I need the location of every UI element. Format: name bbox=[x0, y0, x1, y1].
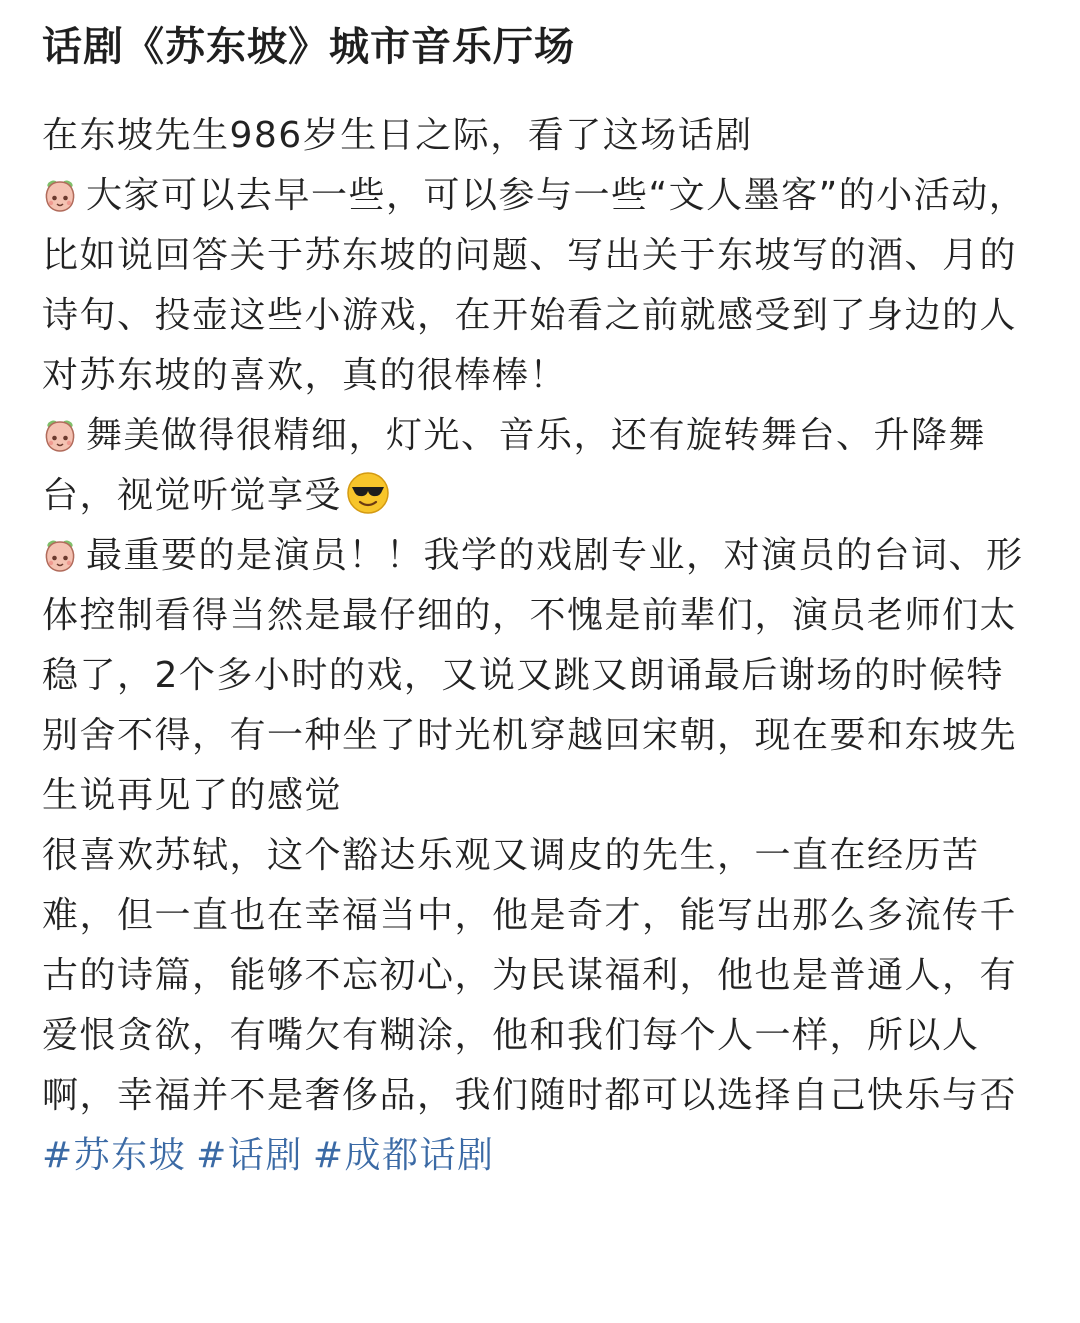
paragraph-4-text: 最重要的是演员！！我学的戏剧专业，对演员的台词、形体控制看得当然是最仔细的，不愧是前辈们，演员老师们太稳了，2个多小时的戏，又说又跳又朗诵最后谢场的时候特别舍不得，有一种坐了时光机穿越回宋朝，现在要和东坡先生说再见了的感觉 bbox=[42, 535, 1024, 816]
post bbox=[42, 18, 1032, 1186]
paragraph-1-text: 在东坡先生986岁生日之际，看了这场话剧 bbox=[42, 115, 753, 156]
paragraph-3-text: 舞美做得很精细，灯光、音乐，还有旋转舞台、升降舞台，视觉听觉享受 bbox=[42, 415, 987, 516]
peach-face-icon bbox=[42, 177, 78, 213]
paragraph-2 bbox=[42, 166, 1032, 406]
peach-face-icon bbox=[42, 537, 78, 573]
hashtag-huaju[interactable]: #话剧 bbox=[196, 1135, 303, 1176]
paragraph-4 bbox=[42, 526, 1032, 826]
post-body bbox=[42, 106, 1032, 1186]
paragraph-1 bbox=[42, 106, 1032, 166]
hashtag-chengdu-huaju[interactable]: #成都话剧 bbox=[312, 1135, 495, 1176]
sunglasses-face-icon bbox=[346, 471, 390, 515]
paragraph-2-text: 大家可以去早一些，可以参与一些“文人墨客”的小活动，比如说回答关于苏东坡的问题、写出关于东坡写的酒、月的诗句、投壶这些小游戏，在开始看之前就感受到了身边的人对苏东坡的喜欢，真的很棒棒！ bbox=[42, 175, 1027, 396]
peach-face-icon bbox=[42, 417, 78, 453]
post-title: 话剧《苏东坡》城市音乐厅场 bbox=[42, 24, 575, 70]
paragraph-3 bbox=[42, 406, 1032, 526]
paragraph-5 bbox=[42, 826, 1032, 1186]
paragraph-5-text: 很喜欢苏轼，这个豁达乐观又调皮的先生，一直在经历苦难，但一直也在幸福当中，他是奇才，能写出那么多流传千古的诗篇，能够不忘初心，为民谋福利，他也是普通人，有爱恨贪欲，有嘴欠有糊涂，他和我们每个人一样，所以人啊，幸福并不是奢侈品，我们随时都可以选择自己快乐与否 bbox=[42, 835, 1018, 1116]
hashtag-sudongpo[interactable]: #苏东坡 bbox=[42, 1135, 187, 1176]
